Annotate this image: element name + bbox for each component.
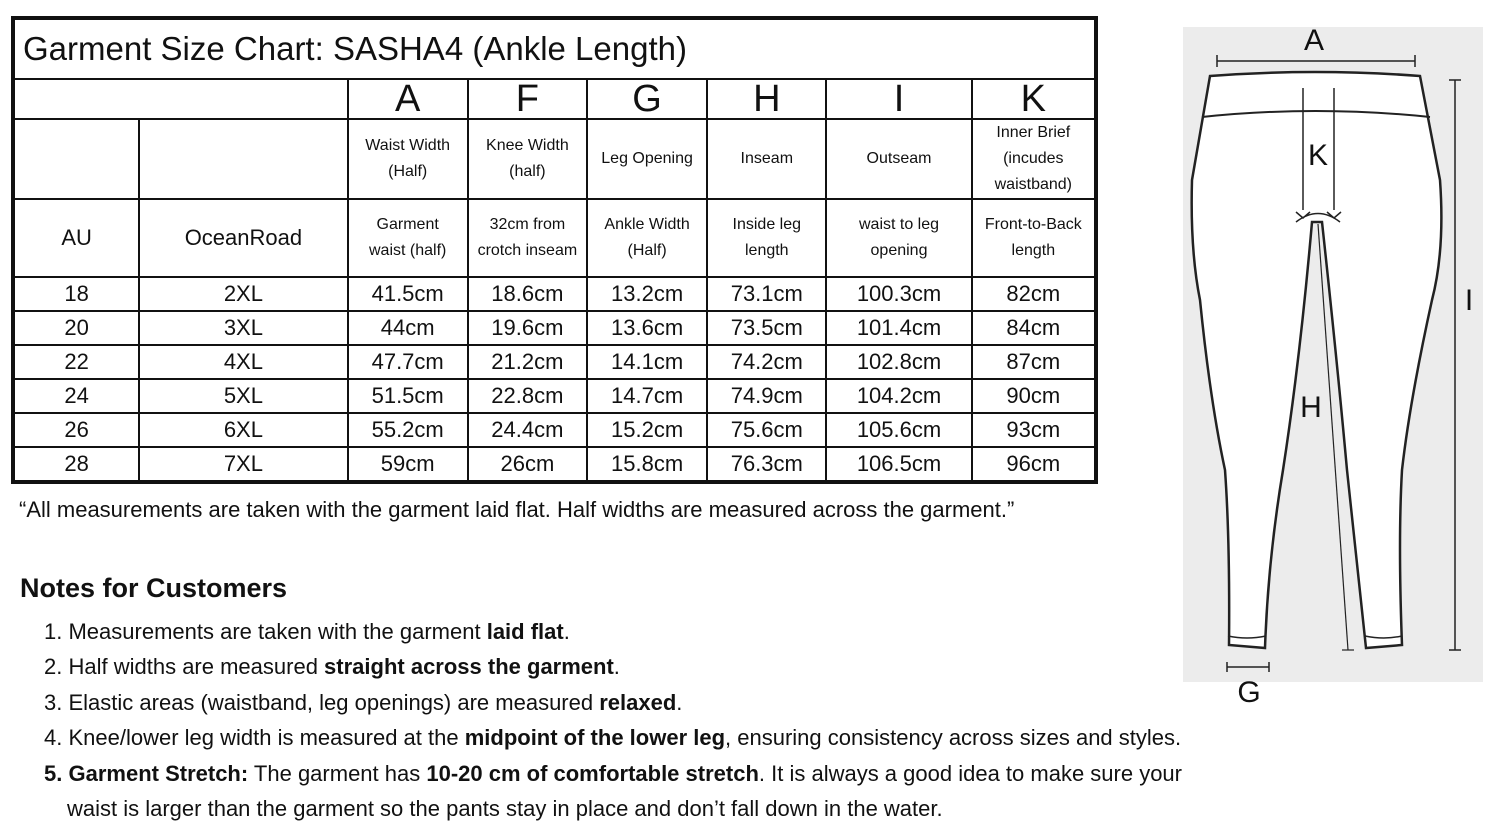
description-line: Inseam [740,150,794,167]
size-row [13,413,1096,447]
measurement-cell-i: 105.6cm [826,413,971,447]
note-emphasis: straight across the garment [324,654,614,680]
au-size-cell: 26 [13,413,139,447]
measurement-cell-a: 44cm [348,311,468,345]
description-row [13,119,1096,199]
sub-description-line: waist to leg [858,216,940,233]
column-letter-g: G [587,79,707,119]
letter-header-row [13,79,1096,119]
measurement-cell-f: 24.4cm [468,413,587,447]
note-item [44,649,1314,684]
measurement-cell-a: 47.7cm [348,345,468,379]
measurement-cell-k: 90cm [972,379,1096,413]
column-sub-description-k [972,199,1096,277]
measurement-footnote: “All measurements are taken with the garment laid flat. Half widths are measured across the garment.” [19,497,1015,522]
label-g: G [1237,676,1261,709]
column-sub-description-i [826,199,971,277]
note-text: Measurements are taken with the garment [68,619,487,644]
column-letter-a: A [348,79,468,119]
brand-size-cell: 5XL [139,379,347,413]
au-size-cell: 18 [13,277,139,311]
measurement-cell-h: 73.1cm [707,277,826,311]
note-item [44,720,1314,755]
column-description-a [348,119,468,199]
measurement-cell-h: 74.2cm [707,345,826,379]
note-number: 1. [44,619,63,644]
note-text: . [676,689,683,715]
measurement-cell-k: 82cm [972,277,1096,311]
column-description-k [972,119,1096,199]
column-description-i [826,119,971,199]
brand-size-cell: 4XL [139,345,347,379]
measurement-cell-i: 106.5cm [826,447,971,482]
measurement-cell-k: 96cm [972,447,1096,482]
note-emphasis: midpoint of the lower leg [464,725,726,751]
sub-description-line: length [1011,242,1056,259]
note-text: . [563,619,570,644]
measurement-cell-h: 74.9cm [707,379,826,413]
column-description-h [707,119,826,199]
column-letter-i: I [826,79,971,119]
notes-list [44,614,1314,826]
note-text: Elastic areas (waistband, leg openings) are measured [68,689,600,715]
size-row [13,379,1096,413]
size-row [13,311,1096,345]
brand-column-label: OceanRoad [139,199,347,277]
note-item [44,685,1314,720]
description-line: Outseam [866,150,932,167]
label-i: I [1464,284,1474,317]
column-description-f [468,119,587,199]
sub-description-line: waist (half) [369,242,447,259]
notes-heading: Notes for Customers [20,573,288,603]
measurement-cell-f: 26cm [468,447,587,482]
note-text: The garment has [248,760,427,786]
note-text: . [613,654,620,680]
label-h: H [1300,391,1322,424]
description-line: (half) [509,163,546,180]
size-row [13,277,1096,311]
note-text: Half widths are measured [68,654,325,680]
measurement-cell-k: 87cm [972,345,1096,379]
column-sub-description-a [348,199,468,277]
description-line: (Half) [388,163,428,180]
measurement-cell-g: 13.2cm [587,277,707,311]
size-chart-table [11,16,1098,484]
measurement-cell-f: 21.2cm [468,345,587,379]
au-size-cell: 20 [13,311,139,345]
sub-description-line: Front-to-Back [984,216,1082,233]
measurement-cell-i: 102.8cm [826,345,971,379]
au-size-cell: 24 [13,379,139,413]
column-letter-h: H [707,79,826,119]
size-row [13,345,1096,379]
note-text: Knee/lower leg width is measured at the [68,725,465,751]
measurement-cell-g: 15.2cm [587,413,707,447]
description-line: Leg Opening [601,150,693,167]
sub-description-line: Garment [376,216,439,233]
measurement-cell-g: 14.7cm [587,379,707,413]
measurement-cell-a: 59cm [348,447,468,482]
au-column-label: AU [13,199,139,277]
note-emphasis: Garment Stretch: [68,760,249,786]
leggings-diagram [1183,20,1500,720]
sub-description-line: Ankle Width [604,216,690,233]
description-line: Inner Brief [996,124,1071,141]
measurement-cell-f: 18.6cm [468,277,587,311]
description-line: Waist Width [365,137,451,154]
measurement-cell-k: 93cm [972,413,1096,447]
note-number: 2. [44,654,63,680]
measurement-cell-g: 15.8cm [587,447,707,482]
brand-size-cell: 3XL [139,311,347,345]
measurement-cell-i: 101.4cm [826,311,971,345]
sub-description-row [13,199,1096,277]
measurement-cell-i: 100.3cm [826,277,971,311]
note-number: 3. [44,689,63,715]
measurement-cell-h: 73.5cm [707,311,826,345]
description-line: (incudes [1003,150,1064,167]
desc-blank-au [13,119,139,199]
letter-header-blank [13,79,348,119]
note-text: . It is always a good idea to make sure your [758,760,1182,786]
note-text: , ensuring consistency across sizes and styles. [725,725,1182,751]
brand-size-cell: 2XL [139,277,347,311]
sub-description-line: length [744,242,789,259]
size-row [13,447,1096,482]
measurement-cell-k: 84cm [972,311,1096,345]
measurement-cell-g: 14.1cm [587,345,707,379]
sub-description-line: 32cm from [489,216,566,233]
brand-size-cell: 6XL [139,413,347,447]
measurement-cell-f: 22.8cm [468,379,587,413]
note-number: 5. [44,760,63,786]
sub-description-line: Inside leg [732,216,802,233]
label-a: A [1303,24,1325,57]
brand-size-cell: 7XL [139,447,347,482]
measurement-cell-a: 41.5cm [348,277,468,311]
note-item [44,614,1314,649]
measurement-cell-i: 104.2cm [826,379,971,413]
desc-blank-size [139,119,347,199]
measurement-cell-h: 76.3cm [707,447,826,482]
note-item [44,756,1314,827]
au-size-cell: 22 [13,345,139,379]
chart-title: Garment Size Chart: SASHA4 (Ankle Length) [13,18,1096,79]
note-emphasis: relaxed [599,689,677,715]
column-letter-f: F [468,79,587,119]
column-letter-k: K [972,79,1096,119]
note-continuation: waist is larger than the garment so the pants stay in place and don’t fall down in the water. [67,796,943,822]
column-sub-description-f [468,199,587,277]
note-number: 4. [44,725,63,751]
label-k: K [1307,139,1329,172]
column-sub-description-h [707,199,826,277]
column-description-g [587,119,707,199]
measurement-cell-h: 75.6cm [707,413,826,447]
description-line: waistband) [994,176,1072,193]
measurement-cell-a: 51.5cm [348,379,468,413]
measurement-cell-g: 13.6cm [587,311,707,345]
measurement-cell-f: 19.6cm [468,311,587,345]
sub-description-line: opening [870,242,928,259]
description-line: Knee Width [486,137,569,154]
note-emphasis: 10-20 cm of comfortable stretch [426,760,759,786]
note-emphasis: laid flat [486,619,564,644]
column-sub-description-g [587,199,707,277]
sub-description-line: (Half) [627,242,667,259]
sub-description-line: crotch inseam [477,242,578,259]
au-size-cell: 28 [13,447,139,482]
measurement-cell-a: 55.2cm [348,413,468,447]
